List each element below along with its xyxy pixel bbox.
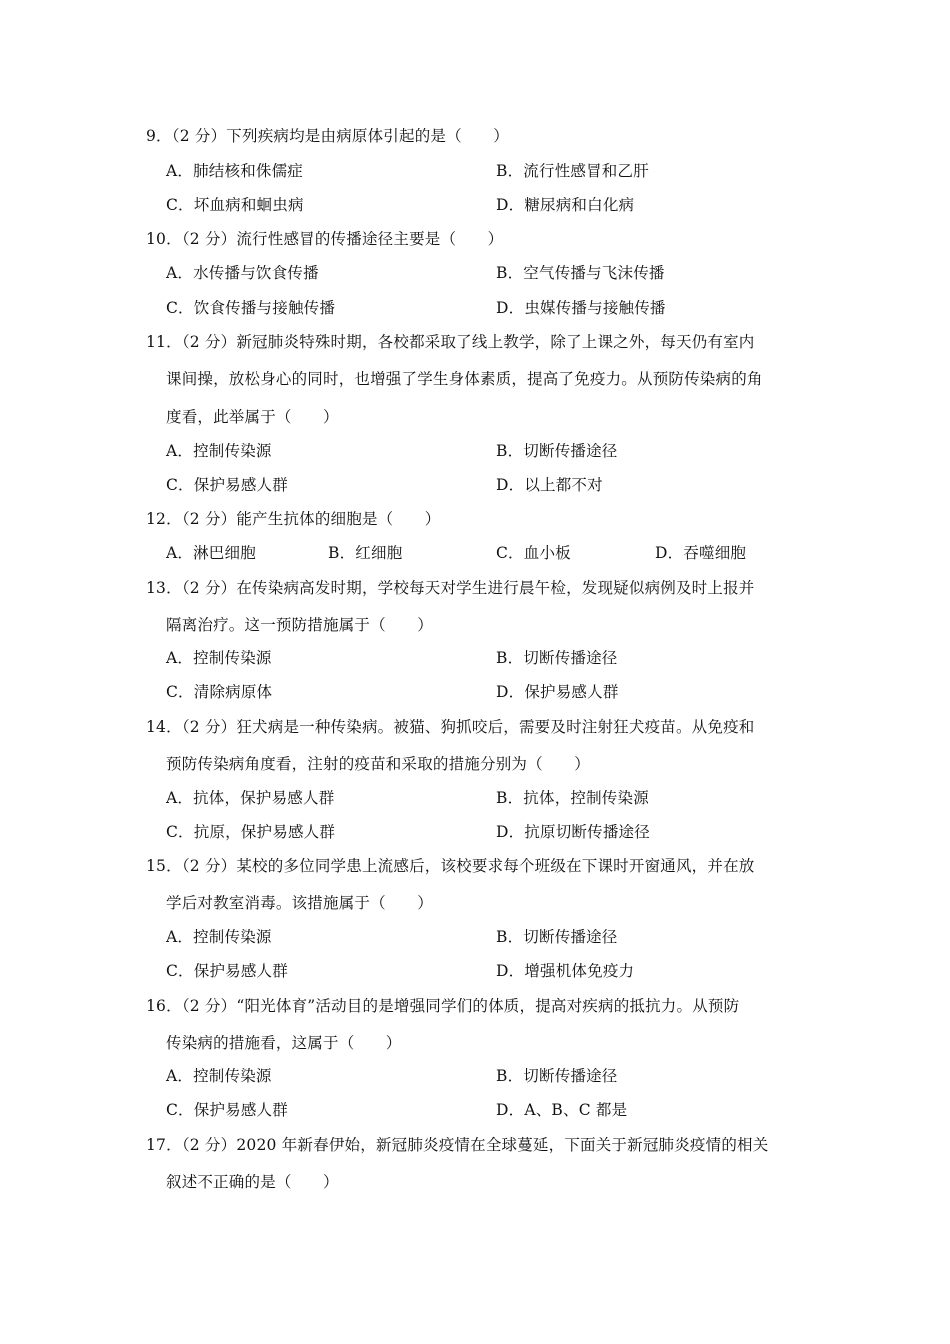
question-14-option-b: B．抗体，控制传染源 xyxy=(496,789,649,807)
question-16-stem: 16．（2 分）“阳光体育”活动目的是增强同学们的体质，提高对疾病的抵抗力。从预防 xyxy=(146,997,740,1015)
question-16-option-a: A．控制传染源 xyxy=(166,1067,272,1085)
question-15-option-b: B．切断传播途径 xyxy=(496,928,618,946)
question-16-option-d: D．A、B、C 都是 xyxy=(496,1101,628,1119)
question-17-stem-cont: 叙述不正确的是（ ） xyxy=(166,1173,339,1191)
question-15-option-d: D．增强机体免疫力 xyxy=(496,962,635,980)
question-11-stem-cont: 课间操，放松身心的同时，也增强了学生身体素质，提高了免疫力。从预防传染病的角 xyxy=(166,370,763,388)
question-9-option-c: C．坏血病和蛔虫病 xyxy=(166,196,304,214)
question-14-option-a: A．抗体，保护易感人群 xyxy=(166,789,335,807)
question-14-option-c: C．抗原，保护易感人群 xyxy=(166,823,336,841)
question-12-option-d: D．吞噬细胞 xyxy=(655,544,747,562)
question-16-stem-cont: 传染病的措施看，这属于（ ） xyxy=(166,1034,402,1052)
question-10-option-b: B．空气传播与飞沫传播 xyxy=(496,264,665,282)
question-11-option-b: B．切断传播途径 xyxy=(496,442,618,460)
question-10-option-c: C．饮食传播与接触传播 xyxy=(166,299,336,317)
question-15-option-c: C．保护易感人群 xyxy=(166,962,288,980)
question-13-stem-cont: 隔离治疗。这一预防措施属于（ ） xyxy=(166,616,433,634)
question-17-stem: 17．（2 分）2020 年新春伊始，新冠肺炎疫情在全球蔓延，下面关于新冠肺炎疫情的相关 xyxy=(146,1136,769,1154)
question-13-option-b: B．切断传播途径 xyxy=(496,649,618,667)
question-11-option-d: D．以上都不对 xyxy=(496,476,603,494)
question-12-option-b: B．红细胞 xyxy=(328,544,403,562)
question-13-option-d: D．保护易感人群 xyxy=(496,683,619,701)
question-14-stem-cont: 预防传染病角度看，注射的疫苗和采取的措施分别为（ ） xyxy=(166,755,590,773)
question-9-option-a: A．肺结核和侏儒症 xyxy=(166,162,303,180)
question-11-option-c: C．保护易感人群 xyxy=(166,476,288,494)
question-14-stem: 14．（2 分）狂犬病是一种传染病。被猫、狗抓咬后，需要及时注射狂犬疫苗。从免疫和 xyxy=(146,718,755,736)
question-15-option-a: A．控制传染源 xyxy=(166,928,272,946)
question-12-option-a: A．淋巴细胞 xyxy=(166,544,256,562)
question-15-stem-cont: 学后对教室消毒。该措施属于（ ） xyxy=(166,894,433,912)
question-10-stem: 10．（2 分）流行性感冒的传播途径主要是（ ） xyxy=(146,230,504,248)
question-10-option-d: D．虫媒传播与接触传播 xyxy=(496,299,666,317)
question-14-option-d: D．抗原切断传播途径 xyxy=(496,823,650,841)
question-13-option-c: C．清除病原体 xyxy=(166,683,273,701)
question-11-option-a: A．控制传染源 xyxy=(166,442,272,460)
question-10-option-a: A．水传播与饮食传播 xyxy=(166,264,319,282)
question-9-option-b: B．流行性感冒和乙肝 xyxy=(496,162,649,180)
question-13-stem: 13．（2 分）在传染病高发时期，学校每天对学生进行晨午检，发现疑似病例及时上报并 xyxy=(146,579,755,597)
question-16-option-b: B．切断传播途径 xyxy=(496,1067,618,1085)
question-13-option-a: A．控制传染源 xyxy=(166,649,272,667)
question-11-stem-cont: 度看，此举属于（ ） xyxy=(166,408,339,426)
question-9-stem: 9．（2 分）下列疾病均是由病原体引起的是（ ） xyxy=(146,127,509,145)
question-15-stem: 15．（2 分）某校的多位同学患上流感后，该校要求每个班级在下课时开窗通风，并在放 xyxy=(146,857,755,875)
question-16-option-c: C．保护易感人群 xyxy=(166,1101,288,1119)
question-9-option-d: D．糖尿病和白化病 xyxy=(496,196,635,214)
question-12-stem: 12．（2 分）能产生抗体的细胞是（ ） xyxy=(146,510,441,528)
question-12-option-c: C．血小板 xyxy=(496,544,571,562)
question-11-stem: 11．（2 分）新冠肺炎特殊时期，各校都采取了线上教学，除了上课之外，每天仍有室内 xyxy=(146,333,755,351)
